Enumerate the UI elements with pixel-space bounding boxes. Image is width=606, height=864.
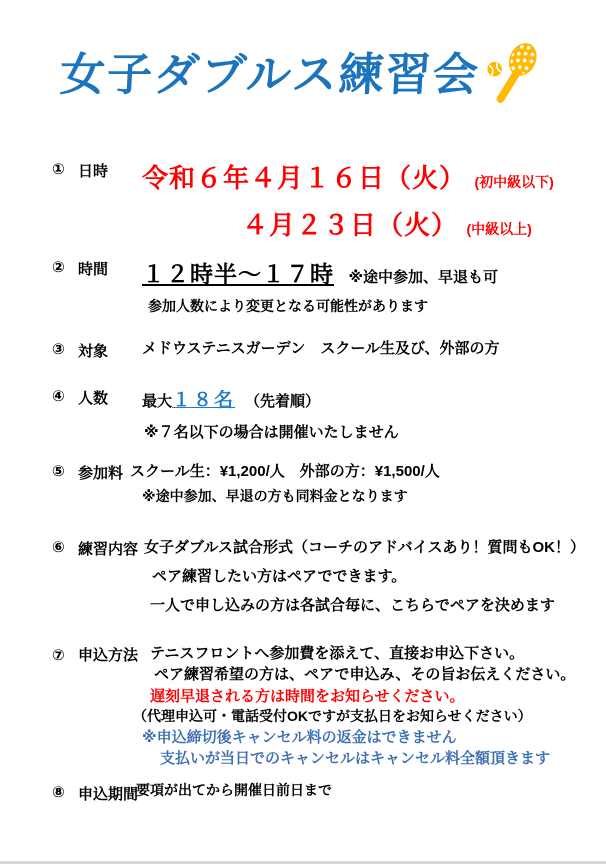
item-number: ②	[52, 259, 65, 276]
application-cancel-note-1: ※申込締切後キャンセル料の返金はできません	[142, 728, 457, 746]
item-label: 練習内容	[78, 541, 139, 558]
page-title: 女子ダブルス練習会	[58, 49, 482, 101]
date-1-level: (初中級以下)	[474, 174, 554, 190]
period-text: 要項が出てから開催日前日まで	[136, 782, 332, 799]
item-label: 申込方法	[78, 647, 139, 664]
item-period	[52, 781, 606, 804]
time-note: ※途中参加、早退も可	[348, 269, 499, 286]
item-label: 人数	[78, 390, 109, 407]
item-content	[133, 643, 606, 769]
item-label: 申込期間	[78, 786, 139, 804]
item-label: 日時	[78, 163, 109, 180]
item-fee	[52, 460, 606, 506]
practice-line-3: 一人で申し込みの方は各試合毎に、こちらでペアを決めます	[150, 597, 555, 614]
date-2: ４月２３日（火）	[242, 210, 459, 240]
application-line-2: ペア練習希望の方は、ペアで申込み、その旨お伝えください。	[154, 666, 576, 684]
item-content	[130, 460, 606, 506]
item-number: ⑦	[52, 647, 65, 664]
time-sub-note: 参加人数により変更となる可能性があります	[148, 298, 428, 314]
item-time	[52, 256, 606, 316]
time-range: １２時半～１７時	[142, 261, 334, 287]
capacity-prefix: 最大	[142, 393, 173, 410]
item-practice	[52, 536, 606, 615]
capacity-count: １８名	[172, 390, 236, 411]
application-line-1: テニスフロントへ参加費を添えて、直接お申込下さい。	[150, 645, 525, 662]
capacity-suffix: （先着順）	[245, 393, 321, 410]
practice-line-1: 女子ダブルス試合形式（コーチのアドバイスあり！質問もOK！）	[144, 539, 586, 556]
application-late-notice: 遅刻早退される方は時間をお知らせください。	[150, 687, 465, 705]
application-cancel-note-2: 支払いが当日でのキャンセルはキャンセル料全額頂きます	[160, 750, 551, 768]
item-application	[52, 643, 606, 769]
capacity-line	[142, 385, 606, 412]
item-content	[142, 256, 606, 316]
tennis-racket-icon	[484, 38, 546, 106]
item-label: 時間	[78, 261, 109, 278]
application-proxy-note: （代理申込可・電話受付OKですが支払日をお知らせください）	[133, 707, 532, 724]
capacity-sub-note: ※７名以下の場合は開催いたしません	[144, 424, 399, 441]
item-number: ④	[52, 388, 65, 405]
date-1: 令和６年４月１６日（火）	[142, 163, 467, 193]
item-content	[136, 781, 606, 801]
item-label: 参加料	[78, 465, 124, 482]
fee-text: スクール生：¥1,200/人 外部の方：¥1,500/人	[130, 463, 440, 480]
item-capacity	[52, 385, 606, 442]
item-content	[142, 338, 606, 359]
item-label: 対象	[78, 343, 109, 360]
item-number: ③	[52, 341, 65, 358]
item-number: ⑥	[52, 539, 65, 556]
date-2-level: (中級以上)	[466, 221, 532, 237]
item-number: ⑧	[52, 784, 65, 802]
item-datetime	[52, 158, 606, 242]
item-content	[142, 536, 606, 615]
practice-line-2: ペア練習したい方はペアでできます。	[152, 568, 407, 585]
date-line-2	[242, 205, 606, 242]
item-number: ①	[52, 161, 65, 178]
item-content	[142, 158, 606, 242]
item-content	[142, 385, 606, 442]
item-target	[52, 338, 606, 361]
date-line-1	[142, 158, 606, 195]
target-text: メドウステニスガーデン スクール生及び、外部の方	[142, 340, 500, 357]
title-block	[0, 0, 606, 106]
time-line	[142, 256, 606, 289]
item-number: ⑤	[52, 463, 65, 480]
fee-sub-note: ※途中参加、早退の方も同料金となります	[142, 488, 408, 504]
